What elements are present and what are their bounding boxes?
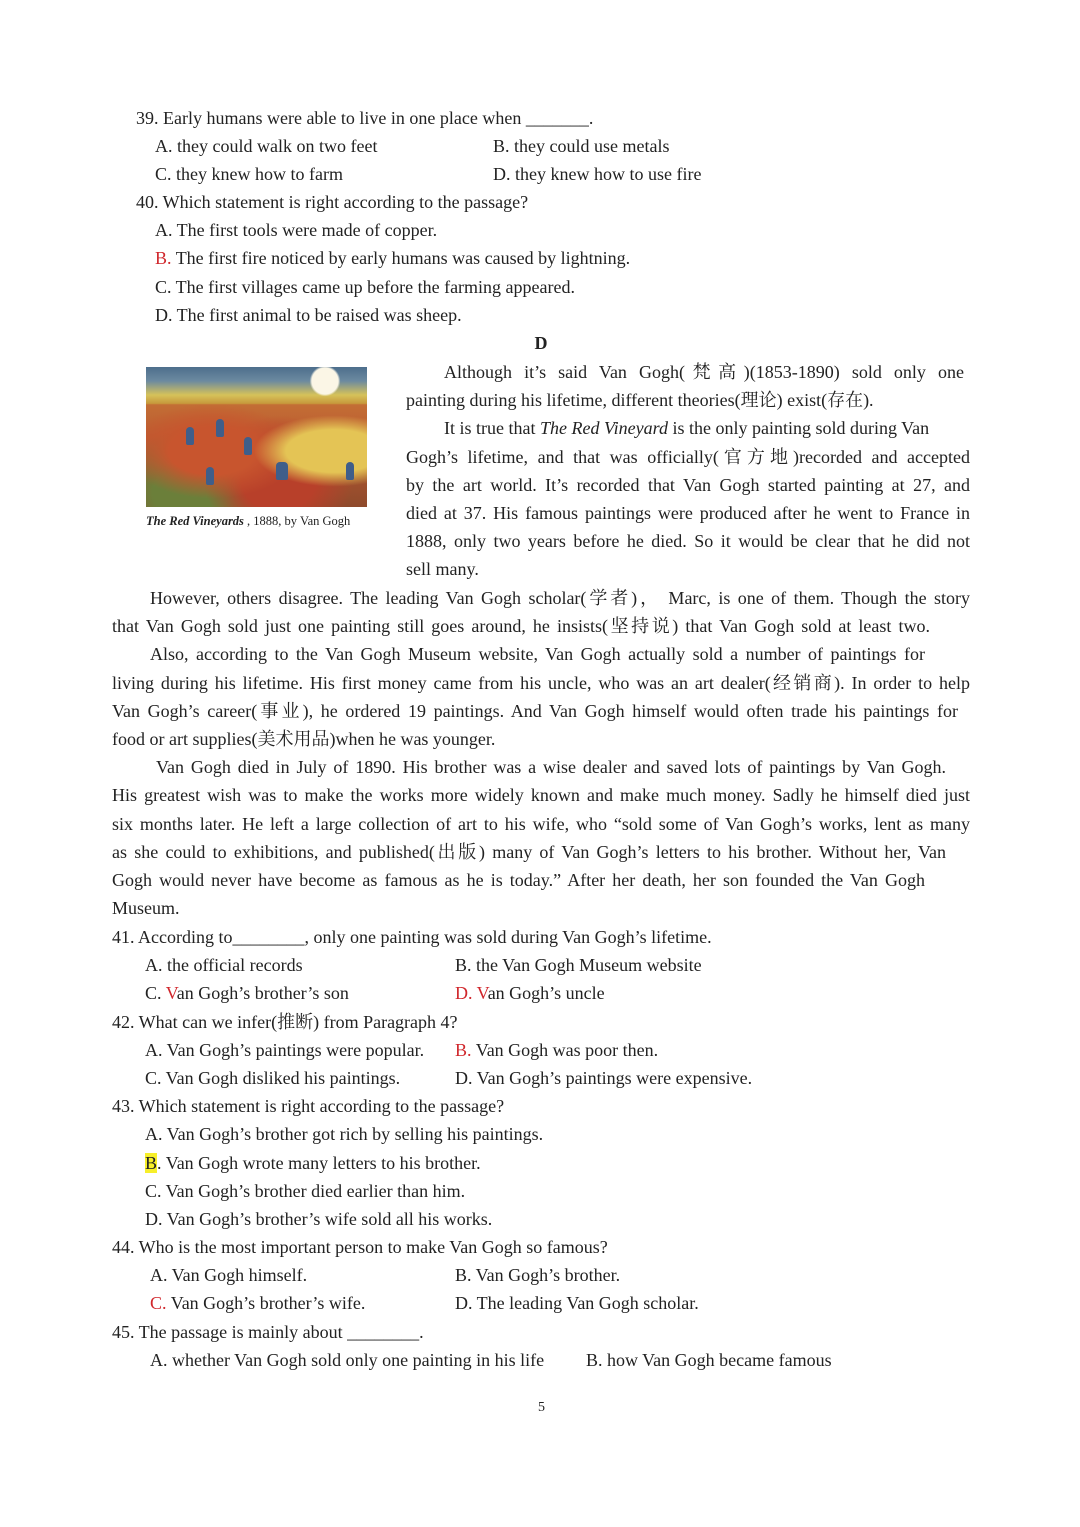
questions-41-45 <box>112 923 992 1374</box>
option-d: D. they knew how to use fire <box>493 164 702 185</box>
option-d: D. The first animal to be raised was sheep. <box>155 304 462 325</box>
option-a: A. whether Van Gogh sold only one painting in his life <box>150 1349 545 1370</box>
question-text: 39. Early humans were able to live in one place when _______. <box>136 108 594 128</box>
question-42-text: 42. What can we infer(推断) from Paragraph 4? <box>112 1011 458 1032</box>
text-line: Also, according to the Van Gogh Museum website, Van Gogh actually sold a number of paintings for <box>150 644 925 665</box>
option-text: an Gogh’s brother’s son <box>176 983 349 1004</box>
caption-text: , 1888, by Van Gogh <box>243 514 351 528</box>
painting-title: The Red Vineyard <box>539 418 668 439</box>
option-c: C. they knew how to farm <box>155 164 343 185</box>
option-text: . Van Gogh wrote many letters to his brother. <box>157 1152 481 1173</box>
text-line: Although it’s said Van Gogh(梵高)(1853-1890) sold only one <box>444 362 964 382</box>
text-line: as she could to exhibitions, and published(出版) many of Van Gogh’s letters to his brother. Without her, Van <box>112 841 946 862</box>
answer-highlight: B <box>145 1152 158 1173</box>
option-b <box>455 1036 658 1064</box>
text-line <box>406 414 970 442</box>
text-line: 1888, only two years before he died. So it would be clear that he did not <box>406 531 970 552</box>
answer-mark: B. <box>455 1039 472 1060</box>
section-title: D <box>534 333 548 353</box>
red-vineyards-painting <box>146 367 367 507</box>
text-line: Van Gogh’s career(事业), he ordered 19 paintings. And Van Gogh himself would often trade his paintings for <box>112 700 958 721</box>
option-c: C. Van Gogh’s brother died earlier than him. <box>145 1180 466 1201</box>
option-c: C. The first villages came up before the farming appeared. <box>155 276 576 297</box>
caption-title: The Red Vineyards <box>146 514 244 528</box>
answer-mark: B. <box>155 248 172 269</box>
question-39 <box>136 104 996 189</box>
text-line: sell many. <box>406 559 479 580</box>
text-line: died at 37. His famous paintings were produced after he went to France in <box>406 502 970 523</box>
option-text: Van Gogh’s brother’s wife. <box>166 1293 366 1314</box>
option-a: A. The first tools were made of copper. <box>155 220 438 241</box>
option-text: an Gogh’s uncle <box>487 983 605 1004</box>
passage-right-column <box>406 358 970 584</box>
answer-mark: D. V <box>455 983 488 1004</box>
option-d: D. The leading Van Gogh scholar. <box>455 1293 699 1314</box>
text: is the only painting sold during Van <box>667 418 930 439</box>
option-text: The first fire noticed by early humans was caused by lightning. <box>171 248 631 269</box>
question-44-text: 44. Who is the most important person to make Van Gogh so famous? <box>112 1237 608 1258</box>
option-a: A. the official records <box>145 955 303 976</box>
text-line: that Van Gogh sold just one painting still goes around, he insists(坚持说) that Van Gogh sold at least two. <box>112 616 930 637</box>
option-c <box>150 1289 455 1317</box>
option-b <box>112 1149 992 1177</box>
text-line: Gogh’s lifetime, and that was officially(官方地)recorded and accepted <box>406 446 970 467</box>
question-text: 40. Which statement is right according to the passage? <box>136 192 529 212</box>
text-line: six months later. He left a large collection of art to his wife, who “sold some of Van Gogh’s works, lent as many <box>112 813 970 834</box>
option-b <box>136 244 996 272</box>
option-d: D. Van Gogh’s brother’s wife sold all his works. <box>145 1208 493 1229</box>
option-a: A. Van Gogh’s paintings were popular. <box>145 1039 425 1060</box>
answer-mark: V <box>165 983 177 1004</box>
text-line: Gogh would never have become as famous as he is today.” After her death, her son founded the Van Gogh <box>112 869 925 890</box>
option-d: D. Van Gogh’s paintings were expensive. <box>455 1067 753 1088</box>
question-40 <box>136 188 996 329</box>
option-b: B. they could use metals <box>493 136 670 157</box>
question-41-text: 41. According to________, only one painting was sold during Van Gogh’s lifetime. <box>112 927 712 947</box>
answer-mark: C. <box>150 1293 167 1314</box>
text-line: by the art world. It’s recorded that Van Gogh started painting at 27, and <box>406 474 970 495</box>
text-line: His greatest wish was to make the works more widely known and make much money. Sadly he himself died just <box>112 785 970 806</box>
text-line: Museum. <box>112 898 180 919</box>
option-a: A. Van Gogh himself. <box>150 1265 308 1286</box>
option-letter: C. <box>145 983 166 1004</box>
option-c: C. Van Gogh disliked his paintings. <box>145 1067 401 1088</box>
text-line: painting during his lifetime, different theories(理论) exist(存在). <box>406 390 874 411</box>
option-a: A. they could walk on two feet <box>155 136 378 157</box>
option-text: Van Gogh was poor then. <box>471 1039 659 1060</box>
page-number: 5 <box>538 1400 545 1415</box>
option-b: B. Van Gogh’s brother. <box>455 1265 621 1286</box>
figure-caption <box>146 514 386 529</box>
text-line: food or art supplies(美术用品)when he was younger. <box>112 728 496 749</box>
passage-full-width <box>112 584 970 922</box>
option-b: B. how Van Gogh became famous <box>586 1349 832 1370</box>
question-45-text: 45. The passage is mainly about ________. <box>112 1321 424 1342</box>
option-c <box>145 979 455 1007</box>
question-43-text: 43. Which statement is right according to the passage? <box>112 1096 505 1117</box>
option-d <box>455 979 605 1007</box>
text-line: However, others disagree. The leading Van Gogh scholar(学者)， Marc, is one of them. Though the story <box>150 588 970 608</box>
option-b: B. the Van Gogh Museum website <box>455 955 702 976</box>
text-line: living during his lifetime. His first money came from his uncle, who was an art dealer(经销商). In order to help <box>112 672 970 693</box>
text: It is true that <box>444 418 540 439</box>
text-line: Van Gogh died in July of 1890. His brother was a wise dealer and saved lots of paintings by Van Gogh. <box>156 757 946 778</box>
option-a: A. Van Gogh’s brother got rich by selling his paintings. <box>145 1124 544 1145</box>
